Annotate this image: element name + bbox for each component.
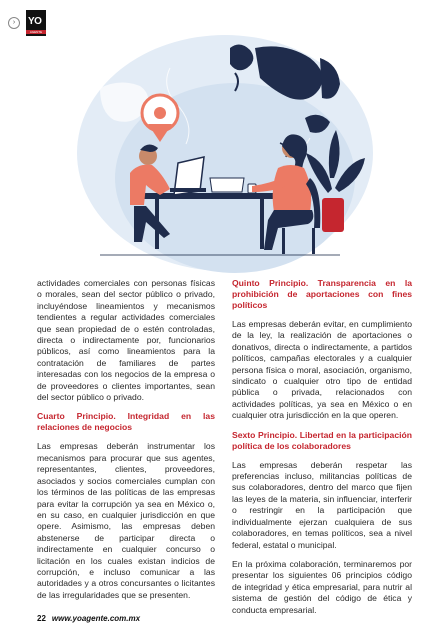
footer [37, 614, 140, 623]
yo-agente-logo: YO AGENTE [26, 10, 46, 36]
section-heading: Quinto Principio. Transparencia en la prohibición de aportaciones con fines políticos [232, 278, 412, 310]
office-meeting-illustration [60, 28, 385, 278]
paragraph: Las empresas deberán evitar, en cumplimiento de la ley, la realización de aportaciones o donativos, directa o indirectamente, a partidos políticos, campañas electorales y a cualquier persona física o moral, asociación, organismo, sindicato o cualquier otro tipo de entidad pública o privada, relacionados con actividades políticas, ya sea en México o en cualquier otra jurisdicción en la que operen. [232, 319, 412, 421]
paragraph: En la próxima colaboración, terminaremos por presentar los siguientes 06 principios código de integridad y ética empresarial, para nutrir al sistema de gestión del código de ética y conducta empresarial. [232, 558, 412, 615]
back-arrow-icon[interactable]: › [8, 17, 20, 29]
section-heading: Sexto Principio. Libertad en la participación política de los colaboradores [232, 429, 412, 451]
page-number: 22 [37, 614, 46, 623]
website-link[interactable]: www.yoagente.com.mx [51, 614, 141, 623]
right-column [232, 278, 412, 624]
paragraph: actividades comerciales con personas físicas o morales, sean del sector público o privado, incluyéndose lineamientos y mecanismos tendientes a regular actividades comerciales que sean propiedad de o estén controladas, directa o indirectamente por, funcionarios públicos, así como lineamientos para la contratación de familiares de partes interesadas con los negocios de la empresa o de proveedores o clientes importantes, sean del sector público o privado. [37, 278, 215, 403]
left-column [37, 278, 215, 609]
header [8, 6, 46, 40]
section-heading: Cuarto Principio. Integridad en las relaciones de negocios [37, 411, 215, 433]
paragraph: Las empresas deberán instrumentar los mecanismos para procurar que sus agentes, representantes, clientes, proveedores, asociados y socios comerciales cumplan con los términos de las políticas de las empresas para evitar la corrupción ya sea en México o, en su caso, en cualquier jurisdicción en que opere. Asimismo, las empresas deben abstenerse de participar directa o indirectamente en cualquier concurso o licitación en los cuales existan indicios de corrupción, e incluso comunicar a las autoridades y a otros concursantes o licitantes de las irregularidades que se presenten. [37, 441, 215, 600]
paragraph: Las empresas deberán respetar las preferencias incluso, militancias políticas de sus colaboradores, dentro del marco que fijen las leyes de la materia, sin influenciar, interferir o restringir en la participación que individualmente ejerzan cualquiera de sus colaboradores, en temas políticos, sea a nivel federal, estatal o municipal. [232, 459, 412, 550]
